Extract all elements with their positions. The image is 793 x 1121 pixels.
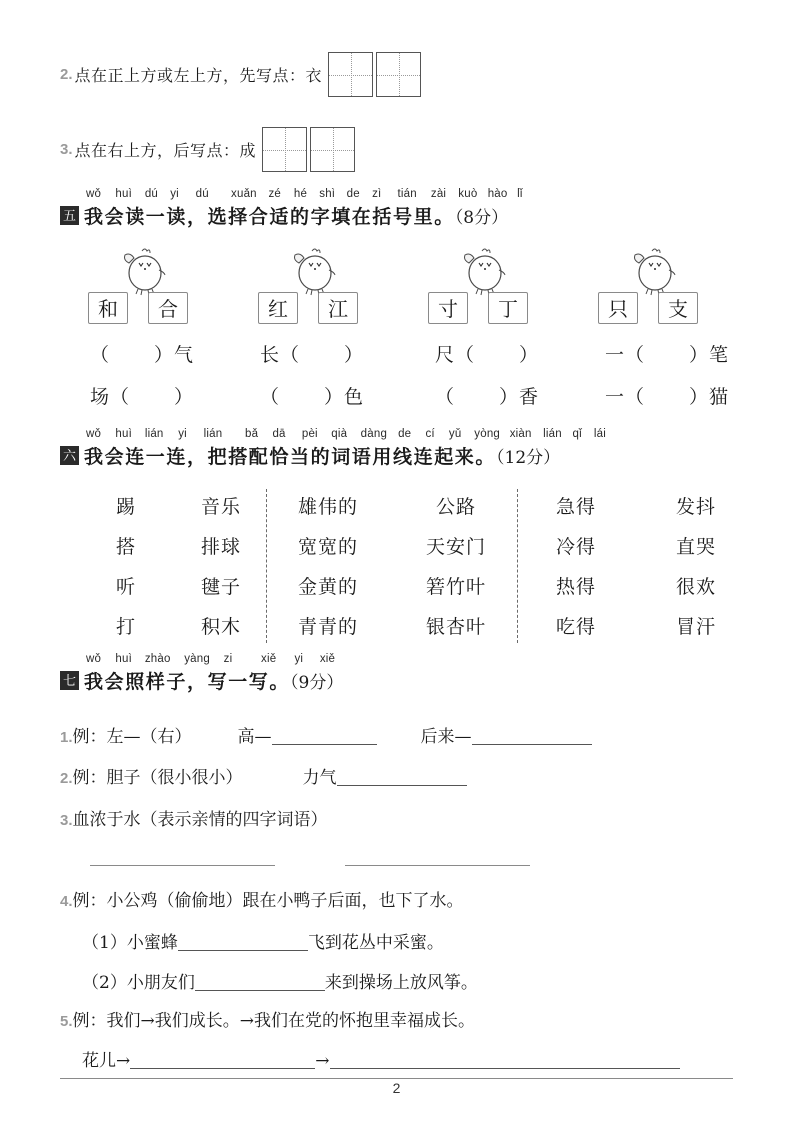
match-item[interactable]: 雄伟的 xyxy=(297,496,358,518)
answer-blank[interactable] xyxy=(472,744,592,745)
answer-blank[interactable] xyxy=(272,744,377,745)
arrow-glyph: → xyxy=(315,1051,330,1071)
item-index: 5. xyxy=(60,1013,73,1030)
chick-icon xyxy=(284,246,342,296)
char-card[interactable]: 红 xyxy=(258,292,298,324)
chick-icon xyxy=(454,246,512,296)
char-card[interactable]: 江 xyxy=(318,292,358,324)
chick-icon xyxy=(624,246,682,296)
sub-suffix: 来到操场上放风筝。 xyxy=(324,973,478,993)
char-card[interactable]: 只 xyxy=(598,292,638,324)
answer-blank[interactable] xyxy=(345,865,530,866)
footer-divider xyxy=(60,1078,733,1079)
char-card-pair xyxy=(258,292,358,324)
sub-suffix: 飞到花丛中采蜜。 xyxy=(307,933,444,953)
match-item[interactable]: 金黄的 xyxy=(297,576,358,598)
section-badge-six: 六 xyxy=(60,446,79,465)
match-item[interactable]: 打 xyxy=(115,616,136,638)
item-index: 4. xyxy=(60,893,73,910)
match-item[interactable]: 排球 xyxy=(200,536,241,558)
stroke-rule-item-3 xyxy=(60,127,355,172)
paren-blank[interactable]: 长（ ） xyxy=(260,344,365,366)
char-card[interactable]: 和 xyxy=(88,292,128,324)
match-column-5 xyxy=(530,487,622,647)
tianzige-box[interactable] xyxy=(262,127,307,172)
char-card[interactable]: 合 xyxy=(148,292,188,324)
item-prompt-a: 高— xyxy=(237,727,272,747)
item-text: 血浓于水（表示亲情的四字词语） xyxy=(72,810,328,830)
section-badge-five: 五 xyxy=(60,206,79,225)
match-item[interactable]: 冷得 xyxy=(555,536,596,558)
match-item[interactable]: 踢 xyxy=(115,496,136,518)
chick-icon xyxy=(114,246,172,296)
section-six-heading xyxy=(60,428,760,472)
tianzige-box[interactable] xyxy=(376,52,421,97)
write-item-4-sub-2 xyxy=(82,968,792,993)
paren-fill-row-1 xyxy=(60,340,760,370)
match-item[interactable]: 天安门 xyxy=(425,536,486,558)
item-index: 1. xyxy=(60,729,73,746)
match-item[interactable]: 冒汗 xyxy=(675,616,716,638)
character-choice-row xyxy=(60,246,760,324)
section-six-pinyin: wǒ huì lián yi lián bǎ dā pèi qià dàng de cí yǔ yòng xiàn lián qǐ lái xyxy=(86,428,607,440)
match-item[interactable]: 急得 xyxy=(555,496,596,518)
char-card-pair xyxy=(428,292,528,324)
answer-blank[interactable] xyxy=(195,990,325,991)
write-item-4-sub-1 xyxy=(82,928,792,953)
answer-blank[interactable] xyxy=(90,865,275,866)
match-column-2 xyxy=(175,487,267,647)
tianzige-pair xyxy=(328,52,421,97)
write-item-4 xyxy=(60,886,770,911)
choice-group-1 xyxy=(88,246,210,324)
match-item[interactable]: 音乐 xyxy=(200,496,241,518)
item-example: 例：胆子（很小很小） xyxy=(72,768,243,788)
paren-blank[interactable]: 一（ ）猫 xyxy=(605,386,730,408)
section-seven-title xyxy=(84,667,343,694)
match-item[interactable]: 很欢 xyxy=(675,576,716,598)
match-item[interactable]: 毽子 xyxy=(200,576,241,598)
match-item[interactable]: 积木 xyxy=(200,616,241,638)
write-item-3 xyxy=(60,805,770,830)
match-item[interactable]: 银杏叶 xyxy=(425,616,486,638)
column-divider xyxy=(517,489,518,643)
paren-blank[interactable]: 尺（ ） xyxy=(435,344,540,366)
section-six-title xyxy=(84,442,560,469)
item-prompt: 花儿→ xyxy=(82,1051,131,1071)
sub-prompt: （2）小朋友们 xyxy=(82,973,195,993)
section-score: （8分） xyxy=(454,208,509,228)
paren-fill-row-2 xyxy=(60,382,760,412)
match-column-4 xyxy=(410,487,502,647)
choice-group-3 xyxy=(428,246,550,324)
rule-text: 点在右上方，后写点：成 xyxy=(74,141,257,160)
section-badge-seven: 七 xyxy=(60,671,79,690)
section-five-title xyxy=(84,202,508,229)
tianzige-box[interactable] xyxy=(328,52,373,97)
paren-blank[interactable]: （ ）色 xyxy=(260,386,365,408)
item-example: 例：小公鸡（偷偷地）跟在小鸭子后面，也下了水。 xyxy=(72,891,464,911)
write-item-5 xyxy=(60,1006,770,1031)
choice-group-4 xyxy=(598,246,720,324)
match-item[interactable]: 听 xyxy=(115,576,136,598)
section-seven-pinyin: wǒ huì zhào yàng zi xiě yi xiě xyxy=(86,653,336,665)
section-five-pinyin: wǒ huì dú yi dú xuǎn zé hé shì de zì tián zài kuò hào lǐ xyxy=(86,188,523,200)
item-index: 3. xyxy=(60,812,73,829)
write-item-2 xyxy=(60,763,770,788)
answer-blank[interactable] xyxy=(337,785,467,786)
match-item[interactable]: 宽宽的 xyxy=(297,536,358,558)
char-card[interactable]: 寸 xyxy=(428,292,468,324)
section-title-text: 我会照样子，写一写。 xyxy=(84,671,291,693)
answer-blank[interactable] xyxy=(178,950,308,951)
write-item-1 xyxy=(60,722,770,747)
item-index: 2. xyxy=(60,770,73,787)
match-column-6 xyxy=(650,487,742,647)
paren-blank[interactable]: 场（ ） xyxy=(90,386,195,408)
rule-index: 3. xyxy=(60,141,73,158)
tianzige-pair xyxy=(262,127,355,172)
rule-text: 点在正上方或左上方，先写点：衣 xyxy=(74,66,323,85)
char-card-pair xyxy=(88,292,188,324)
char-card[interactable]: 支 xyxy=(658,292,698,324)
tianzige-box[interactable] xyxy=(310,127,355,172)
rule-index: 2. xyxy=(60,66,73,83)
paren-blank[interactable]: 一（ ）笔 xyxy=(605,344,730,366)
section-score: （9分） xyxy=(290,673,344,693)
answer-blank[interactable] xyxy=(330,1068,680,1069)
section-title-text: 我会读一读，选择合适的字填在括号里。 xyxy=(84,206,455,228)
match-item[interactable]: 公路 xyxy=(435,496,476,518)
paren-blank[interactable]: （ ）香 xyxy=(435,386,540,408)
section-seven-heading xyxy=(60,653,760,697)
char-card-pair xyxy=(598,292,698,324)
match-item[interactable]: 箬竹叶 xyxy=(425,576,486,598)
match-item[interactable]: 吃得 xyxy=(555,616,596,638)
section-score: （12分） xyxy=(496,448,561,468)
item-example: 例：我们→我们成长。→我们在党的怀抱里幸福成长。 xyxy=(72,1011,476,1031)
sub-prompt: （1）小蜜蜂 xyxy=(82,933,178,953)
section-title-text: 我会连一连，把搭配恰当的词语用线连起来。 xyxy=(84,446,497,468)
answer-blank[interactable] xyxy=(130,1068,315,1069)
paren-blank[interactable]: （ ）气 xyxy=(90,344,195,366)
match-column-3 xyxy=(282,487,374,647)
match-item[interactable]: 直哭 xyxy=(675,536,716,558)
item-prompt-b: 后来— xyxy=(420,727,472,747)
item-prompt: 力气 xyxy=(302,768,337,788)
match-item[interactable]: 发抖 xyxy=(675,496,716,518)
char-card[interactable]: 丁 xyxy=(488,292,528,324)
match-item[interactable]: 搭 xyxy=(115,536,136,558)
match-item[interactable]: 青青的 xyxy=(297,616,358,638)
write-item-5-answer xyxy=(82,1046,792,1071)
match-column-1 xyxy=(80,487,172,647)
matching-exercise xyxy=(60,487,760,647)
choice-group-2 xyxy=(258,246,380,324)
section-five-heading xyxy=(60,188,760,232)
stroke-rule-item-2 xyxy=(60,52,421,97)
match-item[interactable]: 热得 xyxy=(555,576,596,598)
item-example: 例：左—（右） xyxy=(72,727,192,747)
page-number: 2 xyxy=(392,1080,401,1096)
